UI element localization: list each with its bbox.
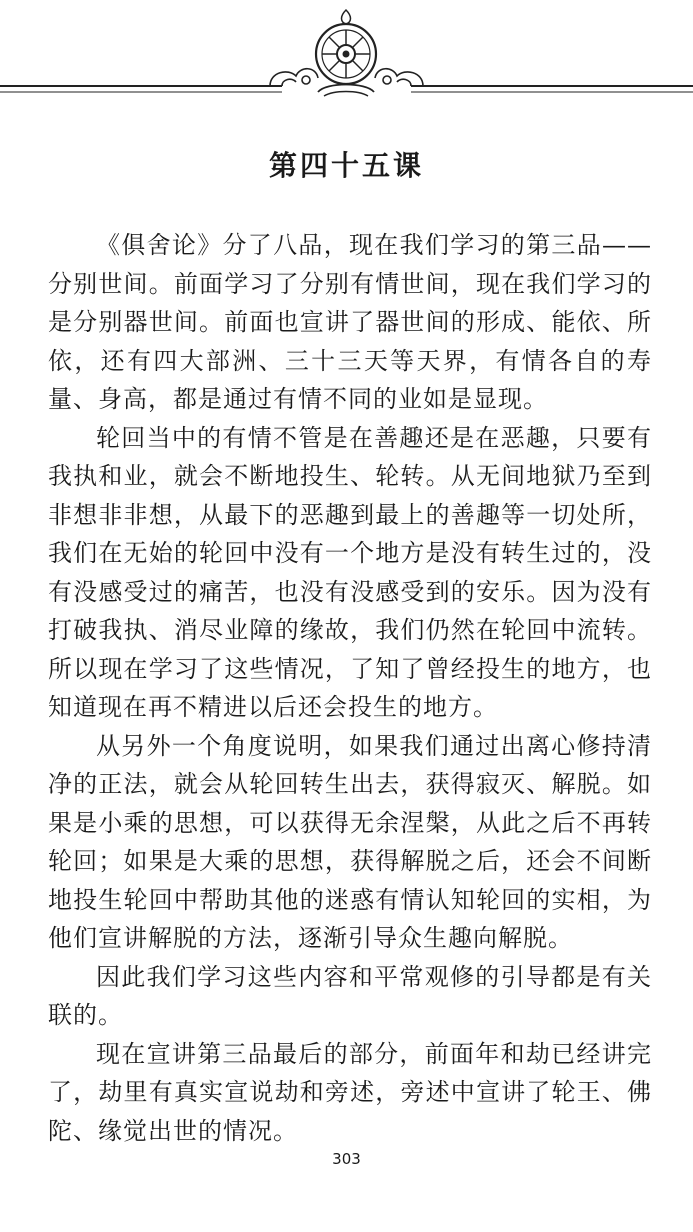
left-cloud-scroll-icon [270,69,318,86]
page-number: 303 [332,1150,361,1168]
paragraph: 轮回当中的有情不管是在善趣还是在恶趣，只要有我执和业，就会不断地投生、轮转。从无间地狱乃至到非想非非想，从最下的恶趣到最上的善趣等一切处所，我们在无始的轮回中没有一个地方是没有转生过的，没有没感受过的痛苦，也没有没感受到的安乐。因为没有打破我执、消尽业障的缘故，我们仍然在轮回中流转。所以现在学习了这些情况，了知了曾经投生的地方，也知道现在再不精进以后还会投生的地方。 [48,423,652,721]
paragraph: 现在宣讲第三品最后的部分，前面年和劫已经讲完了，劫里有真实宣说劫和旁述，旁述中宣讲了轮王、佛陀、缘觉出世的情况。 [48,1039,652,1145]
paragraph: 《俱舍论》分了八品，现在我们学习的第三品——分别世间。前面学习了分别有情世间，现在我们学习的是分别器世间。前面也宣讲了器世间的形成、能依、所依，还有四大部洲、三十三天等天界，有情各自的寿量、身高，都是通过有情不同的业如是显现。 [48,231,652,413]
paragraph: 从另外一个角度说明，如果我们通过出离心修持清净的正法，就会从轮回转生出去，获得寂灭、解脱。如果是小乘的思想，可以获得无余涅槃，从此之后不再转轮回；如果是大乘的思想，获得解脱之后，还会不间断地投生轮回中帮助其他的迷惑有情认知轮回的实相，为他们宣讲解脱的方法，逐渐引导众生趣向解脱。 [48,731,652,952]
paragraph: 因此我们学习这些内容和平常观修的引导都是有关联的。 [48,962,652,1029]
header-ornament [0,0,693,112]
dharma-wheel-icon [316,10,376,96]
lesson-title: 第四十五课 [268,149,424,182]
body-text [48,226,652,1150]
right-cloud-scroll-icon [375,69,423,86]
